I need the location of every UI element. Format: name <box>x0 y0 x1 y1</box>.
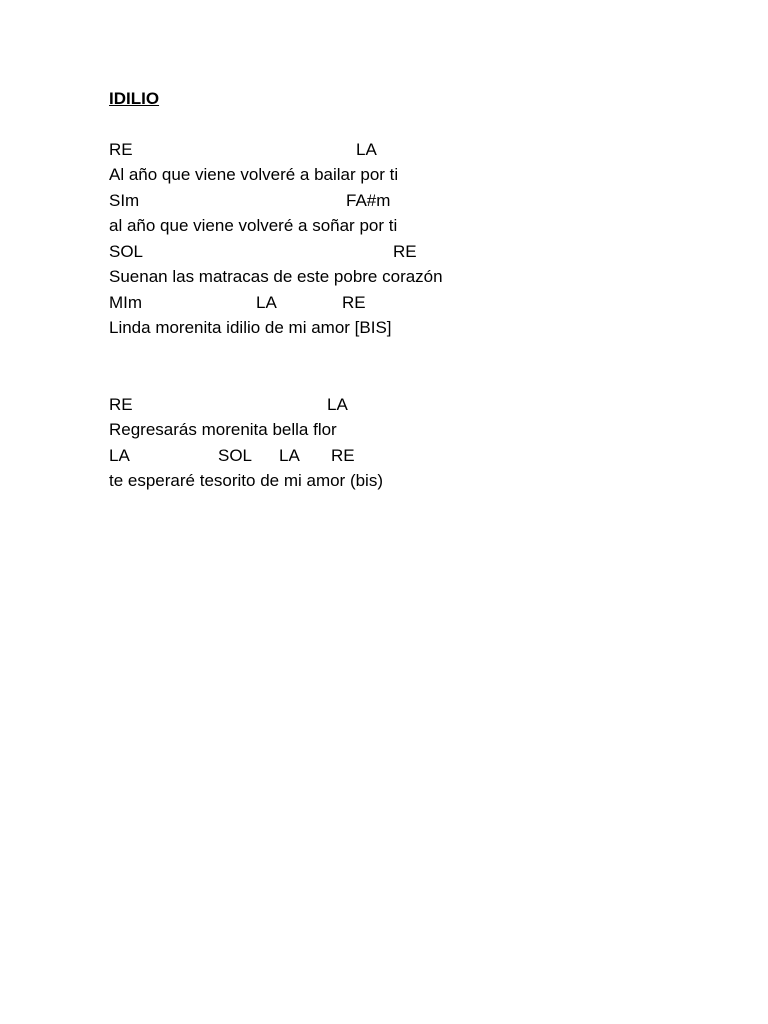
lyric-line: Al año que viene volveré a bailar por ti <box>109 165 399 184</box>
chord: SOL <box>109 242 144 261</box>
chord: SOL <box>218 446 253 465</box>
chord: LA <box>356 140 377 159</box>
lyric-line: Linda morenita idilio de mi amor [BIS] <box>109 318 392 337</box>
chord: FA#m <box>346 191 391 210</box>
chord: RE <box>393 242 417 261</box>
lyric-line: al año que viene volveré a soñar por ti <box>109 216 398 235</box>
chord: MIm <box>109 293 143 312</box>
chord: SIm <box>109 191 140 210</box>
chord: RE <box>342 293 366 312</box>
lyric-line: Suenan las matracas de este pobre corazón <box>109 267 443 286</box>
song-title: IDILIO <box>109 89 160 108</box>
lyric-line: Regresarás morenita bella flor <box>109 420 337 439</box>
chord: LA <box>279 446 300 465</box>
chord: RE <box>109 395 133 414</box>
chord: LA <box>109 446 130 465</box>
chord: LA <box>256 293 277 312</box>
chord: RE <box>109 140 133 159</box>
chord: RE <box>331 446 355 465</box>
lyric-line: te esperaré tesorito de mi amor (bis) <box>109 471 383 490</box>
chord: LA <box>327 395 348 414</box>
